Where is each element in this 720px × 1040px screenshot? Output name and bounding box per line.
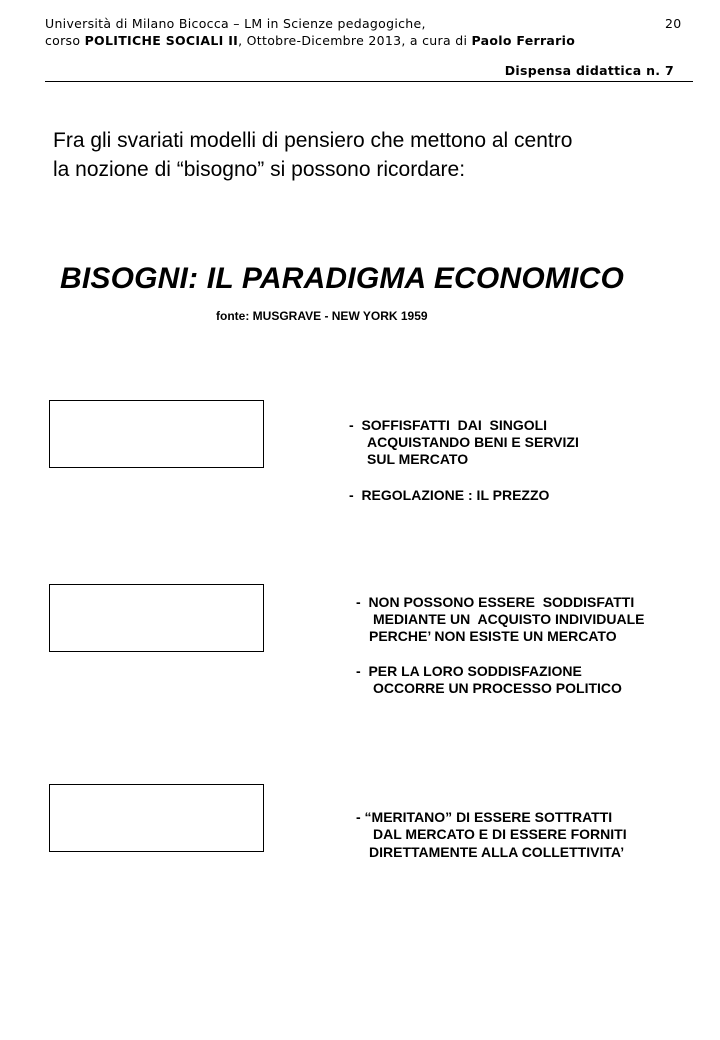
- section-2-line-1: - NON POSSONO ESSERE SODDISFATTI: [356, 594, 635, 610]
- section-2-line-5: OCCORRE UN PROCESSO POLITICO: [373, 680, 622, 696]
- empty-box-3: [49, 784, 264, 852]
- header-university: Università di Milano Bicocca – LM in Scienze pedagogiche,: [45, 16, 426, 31]
- course-author: Paolo Ferrario: [471, 33, 576, 48]
- intro-paragraph: [53, 126, 572, 184]
- section-1-line-4: - REGOLAZIONE : IL PREZZO: [349, 487, 550, 503]
- course-period: , Ottobre-Dicembre 2013, a cura di: [238, 33, 472, 48]
- course-name: POLITICHE SOCIALI II: [84, 33, 239, 48]
- header-divider: [45, 81, 693, 82]
- source-citation: fonte: MUSGRAVE - NEW YORK 1959: [216, 309, 428, 323]
- course-prefix: corso: [45, 33, 85, 48]
- section-2-line-2: MEDIANTE UN ACQUISTO INDIVIDUALE: [373, 611, 645, 627]
- section-1-line-1: - SOFFISFATTI DAI SINGOLI: [349, 417, 548, 433]
- intro-line: Fra gli svariati modelli di pensiero che mettono al centro: [53, 129, 573, 152]
- empty-box-1: [49, 400, 264, 468]
- section-1-line-2: ACQUISTANDO BENI E SERVIZI: [367, 434, 579, 450]
- page-number: 20: [665, 16, 682, 31]
- section-3-line-3: DIRETTAMENTE ALLA COLLETTIVITA’: [369, 844, 625, 860]
- section-1-line-3: SUL MERCATO: [367, 451, 469, 467]
- section-2-line-3: PERCHE’ NON ESISTE UN MERCATO: [369, 628, 617, 644]
- section-2-line-4: - PER LA LORO SODDISFAZIONE: [356, 663, 582, 679]
- handout-label: Dispensa didattica n. 7: [504, 63, 674, 78]
- intro-line: la nozione di “bisogno” si possono ricordare:: [53, 158, 466, 181]
- section-3-line-2: DAL MERCATO E DI ESSERE FORNITI: [373, 826, 627, 842]
- section-3-line-1: - “MERITANO” DI ESSERE SOTTRATTI: [356, 809, 613, 825]
- page-title: BISOGNI: IL PARADIGMA ECONOMICO: [60, 262, 624, 295]
- empty-box-2: [49, 584, 264, 652]
- header-course: [45, 32, 575, 49]
